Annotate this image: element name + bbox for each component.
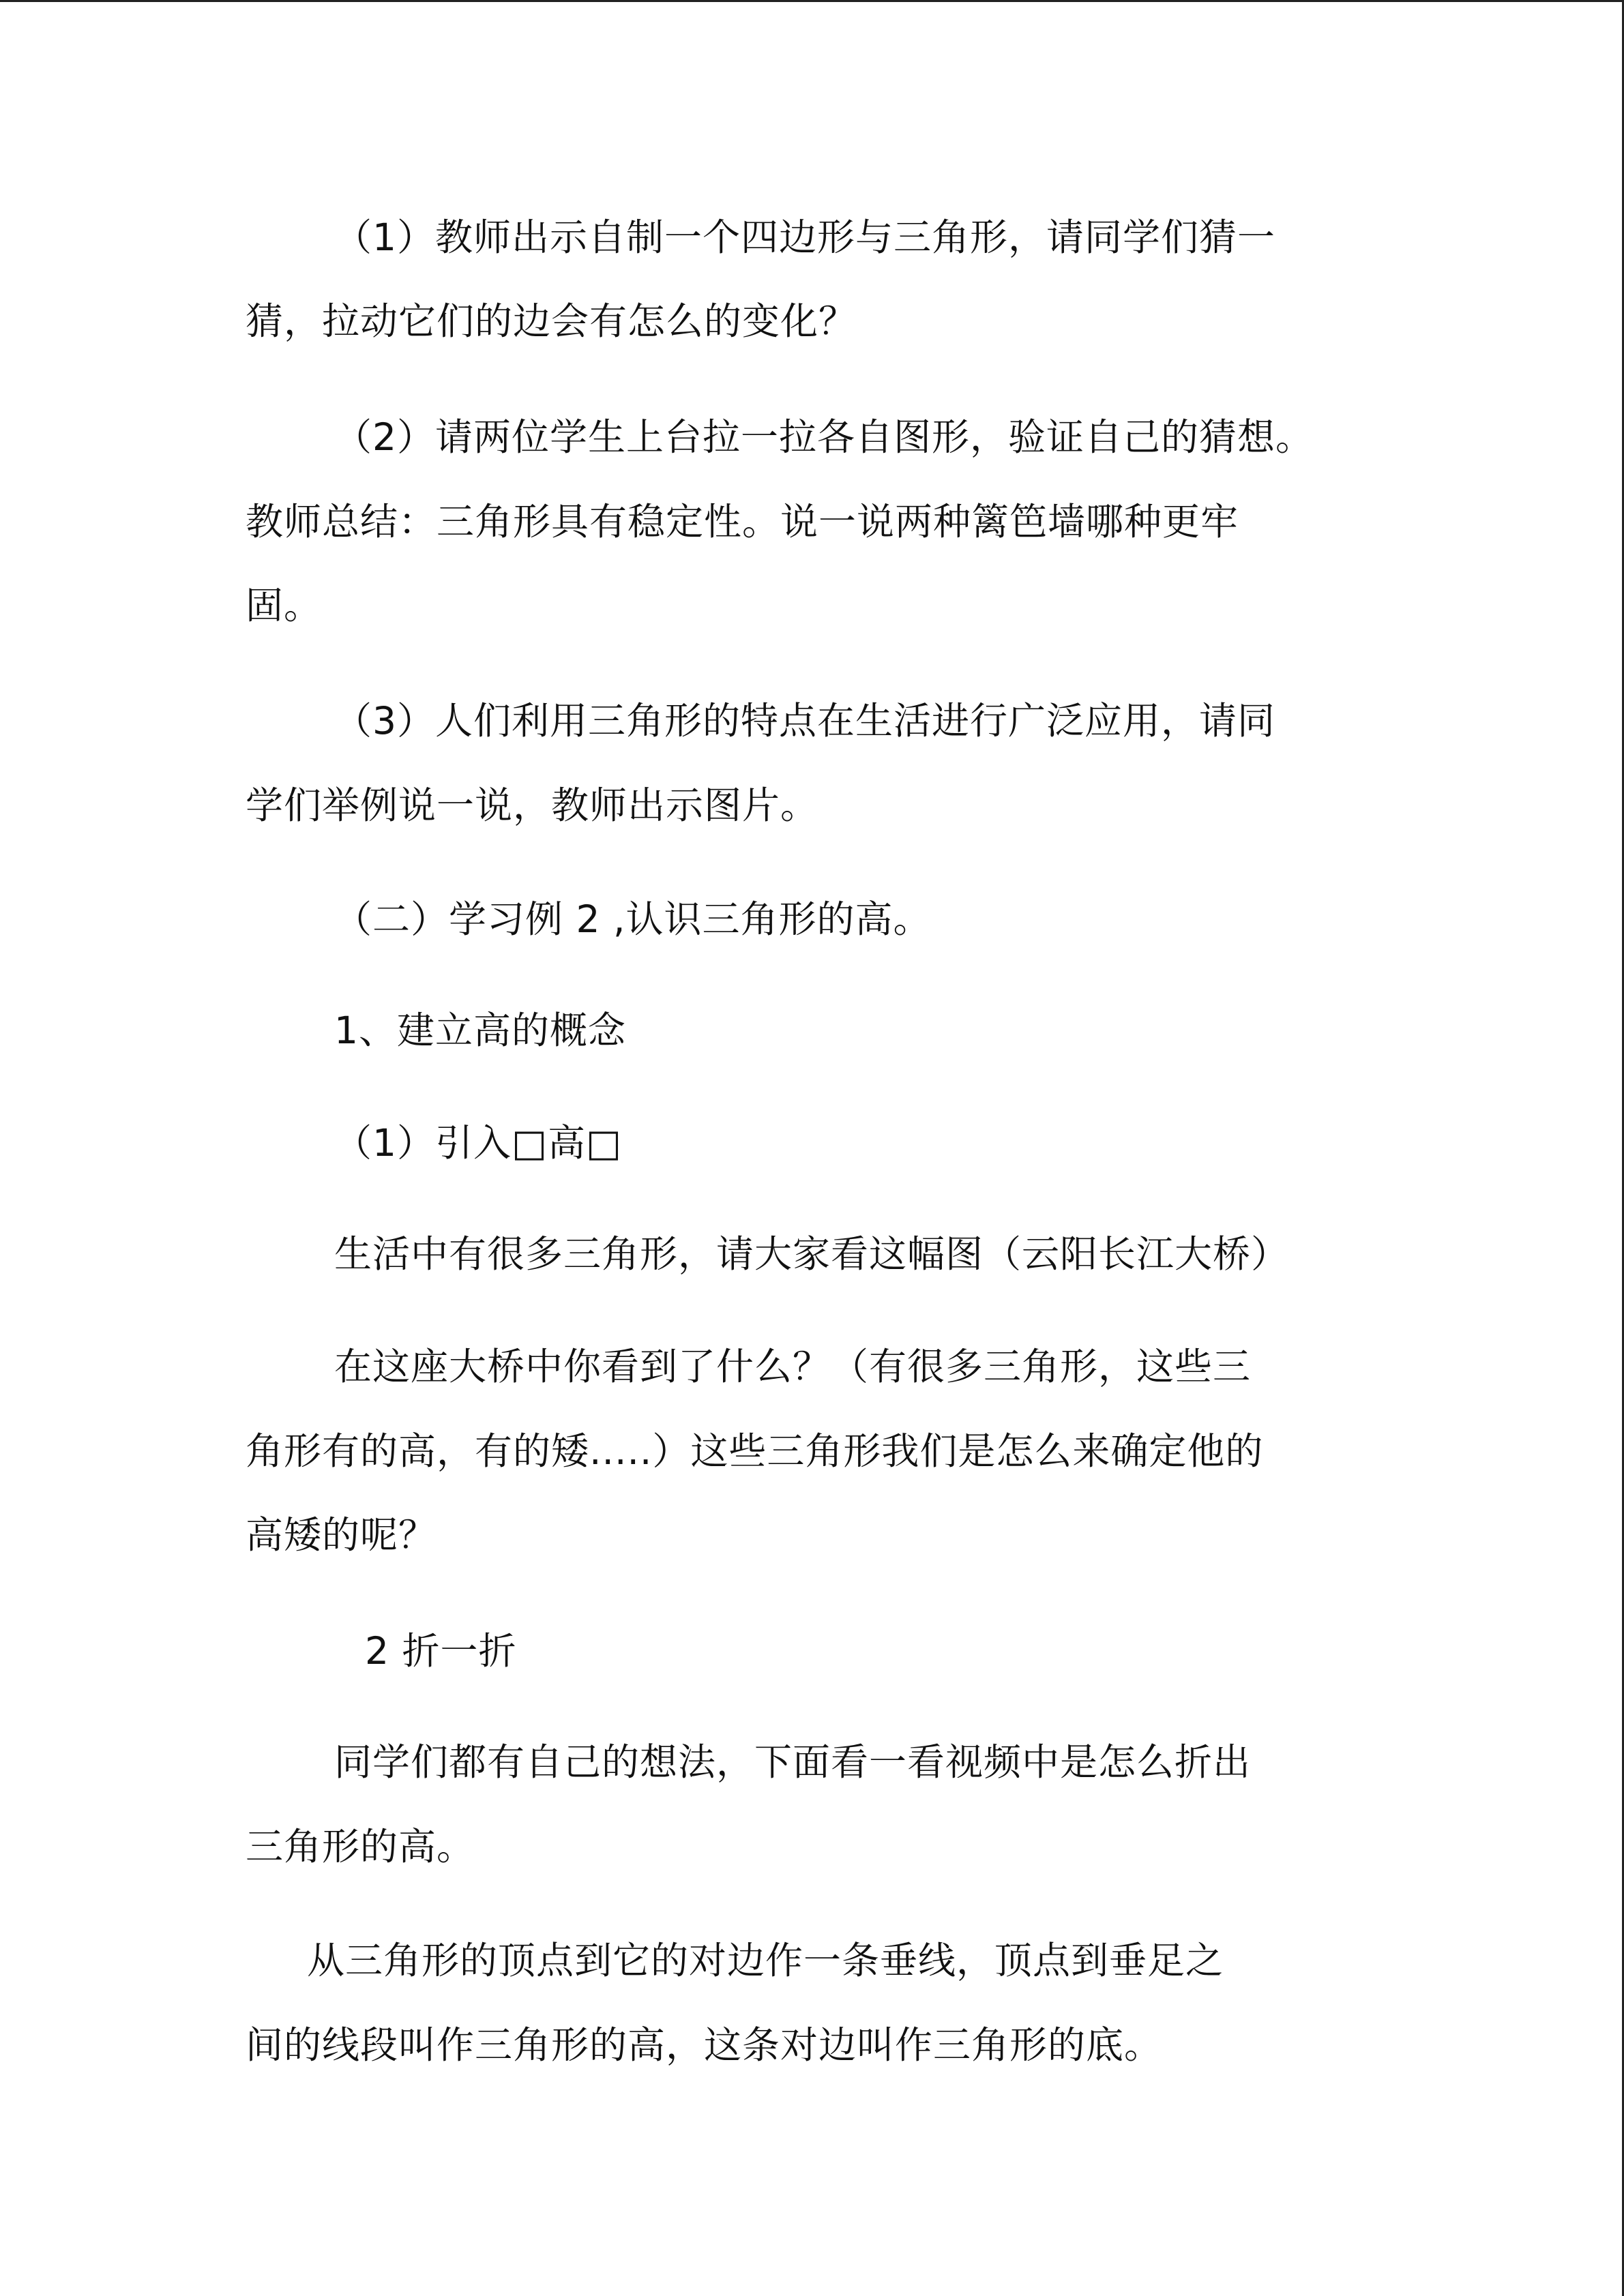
paragraph-line-10: 角形有的高，有的矮.....）这些三角形我们是怎么来确定他的 (246, 1429, 1264, 1473)
paragraph-line-4: 教师总结：三角形具有稳定性。说一说两种篱笆墙哪种更牢 (246, 500, 1239, 543)
paragraph-line-3: （2）请两位学生上台拉一拉各自图形，验证自己的猜想。 (334, 415, 1314, 459)
paragraph-line-1: （1）教师出示自制一个四边形与三角形，请同学们猜一 (334, 215, 1275, 259)
paragraph-line-11: 高矮的呢？ (246, 1513, 437, 1557)
paragraph-line-5: 固。 (246, 584, 323, 627)
definition-line-1: 从三角形的顶点到它的对边作一条垂线，顶点到垂足之 (307, 1939, 1224, 1982)
paragraph-line-6: （3）人们利用三角形的特点在生活进行广泛应用，请同 (334, 699, 1275, 743)
step-heading-2: 2 折一折 (365, 1629, 517, 1673)
paragraph-line-2: 猜，拉动它们的边会有怎么的变化？ (246, 299, 857, 343)
step-heading: （1）引入□高□ (334, 1121, 622, 1165)
section-heading: （二）学习例 2 ,认识三角形的高。 (334, 897, 932, 941)
paragraph-line-8: 生活中有很多三角形，请大家看这幅图（云阳长江大桥） (334, 1232, 1290, 1276)
definition-line-2: 间的线段叫作三角形的高，这条对边叫作三角形的底。 (246, 2023, 1163, 2067)
paragraph-line-9: 在这座大桥中你看到了什么？（有很多三角形，这些三 (334, 1345, 1252, 1388)
paragraph-line-13: 三角形的高。 (246, 1825, 475, 1868)
paragraph-line-7: 学们举例说一说，教师出示图片。 (246, 784, 819, 827)
paragraph-line-12: 同学们都有自己的想法，下面看一看视频中是怎么折出 (334, 1740, 1252, 1784)
subsection-heading: 1、建立高的概念 (334, 1009, 626, 1052)
